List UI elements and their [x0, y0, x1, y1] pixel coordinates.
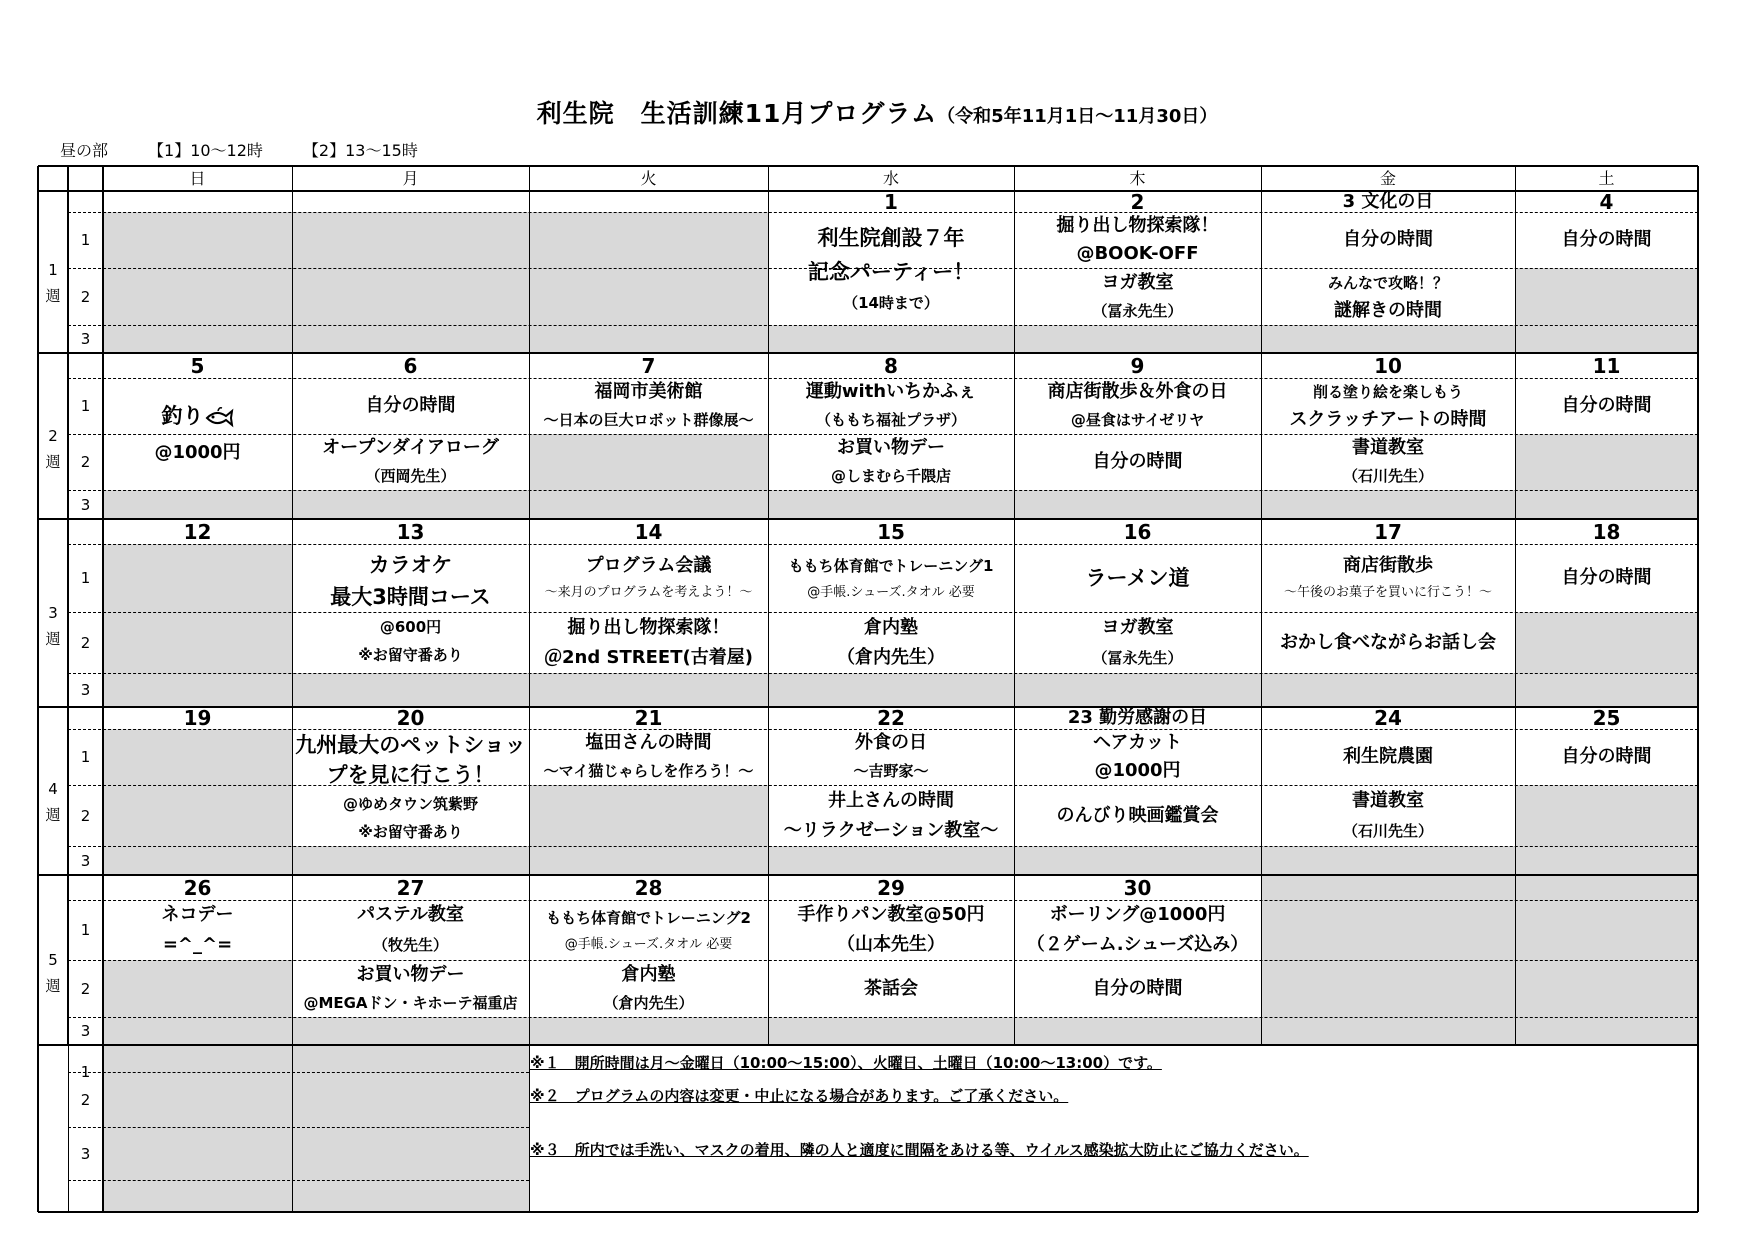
event-note: （ももち福祉プラザ） [815, 411, 966, 429]
week-label: 週 [45, 976, 61, 995]
period-line [68, 1127, 529, 1128]
period-line [68, 1180, 529, 1181]
event-title: ボーリング@1000円 [1049, 904, 1226, 925]
period-number: 2 [80, 633, 91, 652]
period-number: 1 [80, 231, 91, 249]
event-note: @MEGAドン・キホーテ福重店 [303, 993, 518, 1012]
event-title: 塩田さんの時間 [585, 732, 712, 753]
period-number: 1 [80, 921, 91, 939]
event-title: 掘り出し物探索隊！ [567, 616, 730, 638]
event-title: ヨガ教室 [1101, 271, 1174, 293]
event-title: 自分の時間 [1561, 746, 1652, 767]
weekday-header: 月 [402, 168, 419, 188]
weekday-header: 日 [189, 168, 206, 188]
event-title: お買い物デー [356, 963, 465, 985]
week-label: 週 [45, 629, 61, 648]
event-title: みんなで攻略！？ [1327, 273, 1448, 292]
day-number: 28 [634, 875, 663, 900]
event-note: ＠2nd STREET(古着屋) [544, 646, 753, 668]
event-note: ～来月のプログラムを考えよう！～ [544, 585, 753, 600]
event-title: ラーメン道 [1085, 566, 1190, 590]
day-number: 12 [183, 519, 212, 544]
event-note: （冨永先生） [1092, 301, 1183, 320]
event-note: @600円 [379, 617, 442, 636]
day-number: 2 [1130, 189, 1145, 214]
shaded-cell [1515, 785, 1698, 875]
event-note: @昼食はサイゼリヤ [1070, 411, 1205, 429]
event-title: パステル教室 [357, 904, 464, 925]
event-title: ネコデー [161, 904, 234, 925]
period-number: 3 [80, 495, 91, 514]
shaded-cell [292, 1017, 1261, 1045]
week-number: 4 [48, 780, 58, 798]
event-title: 記念パーティー！ [807, 259, 975, 284]
event-note: ～日本の巨大ロボット群像展～ [543, 411, 754, 429]
shaded-cell [529, 785, 768, 875]
day-number: 22 [877, 706, 905, 730]
event-title: 自分の時間 [1561, 567, 1652, 588]
event-note: ～午後のお菓子を買いに行こう！～ [1283, 585, 1492, 600]
period-number: 2 [80, 287, 91, 306]
event-title: 茶話会 [864, 977, 918, 999]
event-title: 九州最大のペットショッ [295, 732, 526, 757]
weekday-header: 土 [1598, 168, 1615, 188]
day-number: 11 [1592, 353, 1621, 378]
day-number: 24 [1374, 706, 1402, 730]
grid-line [1515, 166, 1516, 1045]
event-title: のんびり映画鑑賞会 [1056, 804, 1219, 826]
period-line [68, 673, 1698, 674]
fishing-icon [204, 406, 234, 428]
frame-left [37, 166, 39, 1212]
day-number: 17 [1374, 519, 1402, 544]
event-note: @1000円 [154, 442, 241, 463]
period-number: 2 [80, 979, 91, 998]
event-title: 利生院農園 [1343, 746, 1433, 767]
event-title: お買い物デー [837, 437, 945, 458]
shaded-cell [768, 325, 1515, 353]
week-number: 2 [48, 426, 58, 445]
frame-right [1697, 166, 1699, 1212]
day-number: 13 [396, 519, 425, 544]
time-slot-1: 【1】10～12時 [148, 141, 263, 160]
event-title: オープンダイアローグ [322, 437, 499, 458]
event-title: ももち体育館でトレーニング1 [788, 557, 994, 575]
event-title: 最大3時間コース [330, 584, 491, 609]
day-number: 18 [1592, 519, 1621, 544]
shaded-cell [292, 846, 1515, 875]
shaded-cell [103, 1045, 529, 1212]
shaded-cell [529, 434, 768, 519]
period-number: 2 [80, 453, 91, 471]
period-line [68, 846, 1698, 847]
day-number: 14 [634, 519, 663, 544]
shaded-cell [103, 960, 292, 1045]
event-note: @手帳.シューズ.タオル 必要 [807, 585, 975, 600]
period-number: 2 [80, 806, 91, 825]
period-number: 1 [80, 397, 91, 415]
event-note: @ゆめタウン筑紫野 [342, 794, 478, 813]
event-title: 自分の時間 [365, 395, 456, 416]
period-number: 3 [80, 1022, 91, 1040]
week-label: 週 [45, 286, 61, 305]
event-title: スクラッチアートの時間 [1289, 409, 1487, 430]
event-note: =^_^= [162, 934, 233, 955]
weekday-header: 金 [1379, 168, 1396, 188]
day-number: 29 [877, 875, 905, 900]
week-number: 3 [48, 603, 58, 622]
day-number: 10 [1374, 353, 1402, 378]
frame-bottom [38, 1211, 1698, 1213]
title-main: 利生院 生活訓練11月プログラム [536, 99, 938, 128]
period-number: 3 [80, 1144, 91, 1163]
event-title: 福岡市美術館 [594, 381, 703, 402]
event-title-text: 釣り [161, 404, 204, 428]
event-note: （石川先生） [1342, 467, 1433, 485]
event-title: 自分の時間 [1343, 229, 1433, 250]
day-number: 30 [1123, 875, 1152, 900]
shaded-cell [103, 544, 292, 707]
time-slot-2: 【2】13～15時 [302, 141, 418, 160]
day-number: 1 [884, 189, 898, 214]
event-note: （西岡先生） [365, 467, 456, 485]
event-title: プを見に行こう！ [326, 762, 495, 787]
day-number: 7 [641, 353, 656, 378]
period-line [68, 1017, 1698, 1018]
event-title: 外食の日 [855, 732, 927, 753]
event-title: 自分の時間 [1561, 395, 1652, 416]
footer-note: ※３ 所内では手洗い、マスクの着用、隣の人と適度に間隔をあける等、ウイルス感染拡大防止にご協力ください。 [530, 1141, 1309, 1159]
event-title: 謎解きの時間 [1334, 299, 1442, 321]
day-number: 15 [877, 519, 905, 544]
shaded-cell [1515, 268, 1698, 353]
event-title: 自分の時間 [1561, 229, 1652, 250]
event-note: （山本先生） [837, 934, 945, 955]
event-title: カラオケ [368, 552, 453, 577]
day-number: 23 勤労感謝の日 [1067, 707, 1208, 728]
time-label: 昼の部 [60, 141, 109, 160]
event-title [103, 400, 292, 432]
event-title: おかし食べながらお話し会 [1280, 631, 1496, 653]
event-note: ～吉野家～ [853, 762, 929, 780]
day-number: 27 [396, 875, 425, 900]
event-note: （牧先生） [372, 936, 448, 954]
week-label: 週 [45, 452, 61, 471]
event-note: （倉内先生） [603, 993, 694, 1012]
event-title: 自分の時間 [1092, 451, 1183, 472]
event-title: 書道教室 [1352, 789, 1424, 811]
event-title: 削る塗り絵を楽しもう [1312, 383, 1463, 401]
event-title: 商店街散歩＆外食の日 [1047, 381, 1228, 402]
week-label: 週 [45, 806, 61, 824]
period-number: 2 [80, 1090, 91, 1109]
weekday-header: 木 [1129, 168, 1146, 188]
period-number: 3 [80, 681, 91, 699]
event-title: 倉内塾 [864, 616, 918, 638]
title-sub: （令和5年11月1日～11月30日） [937, 106, 1218, 127]
day-number: 9 [1130, 353, 1145, 378]
event-title: 井上さんの時間 [828, 789, 954, 811]
period-line [68, 325, 1698, 326]
period-number: 1 [80, 1063, 91, 1081]
event-note: @しまむら千隈店 [830, 467, 951, 485]
shaded-cell [103, 729, 292, 875]
day-number: 20 [396, 706, 425, 730]
week-divider [38, 1044, 1698, 1046]
weekday-header: 水 [882, 168, 899, 188]
event-note: （２ゲーム.シューズ込み） [1026, 934, 1249, 955]
event-title: 自分の時間 [1092, 977, 1183, 999]
event-title: ヨガ教室 [1101, 616, 1174, 638]
event-note: ※お留守番あり [358, 645, 463, 664]
event-note: @BOOK-OFF [1076, 243, 1199, 264]
weekday-header: 火 [640, 168, 657, 188]
footer-note: ※１ 開所時間は月～金曜日（10:00～15:00）、火曜日、土曜日（10:00～13:00）です。 [530, 1054, 1162, 1072]
period-number: 3 [80, 330, 91, 348]
footer-note: ※２ プログラムの内容は変更・中止になる場合があります。ご了承ください。 [530, 1087, 1069, 1105]
event-note: （倉内先生） [837, 646, 945, 668]
day-number: 6 [403, 353, 418, 378]
week-number: 1 [48, 260, 58, 279]
period-number: 1 [80, 748, 91, 766]
day-number: 8 [884, 353, 898, 378]
shaded-cell [103, 212, 768, 353]
event-title: 掘り出し物探索隊！ [1056, 215, 1219, 236]
grid-line [292, 1045, 293, 1212]
shaded-cell [103, 490, 1515, 519]
event-title: ももち体育館でトレーニング2 [546, 909, 751, 927]
event-title: 利生院創設７年 [817, 225, 965, 250]
period-number: 1 [80, 569, 91, 587]
shaded-cell [1515, 612, 1698, 707]
week-number: 5 [48, 950, 58, 969]
event-note: @1000円 [1094, 760, 1181, 781]
period-line [68, 1072, 529, 1073]
event-title: プログラム会議 [585, 555, 712, 576]
period-line [68, 490, 1698, 491]
event-note: @手帳.シューズ.タオル 必要 [564, 937, 733, 952]
day-number: 26 [183, 875, 212, 900]
event-note: ※お留守番あり [358, 822, 463, 841]
day-number: 19 [183, 706, 212, 730]
event-note: ～マイ猫じゃらしを作ろう！～ [543, 762, 754, 780]
day-number: 5 [190, 353, 205, 378]
event-title: 運動withいちかふぇ [805, 381, 977, 402]
period-number: 3 [80, 851, 91, 870]
shaded-cell [1515, 434, 1698, 519]
event-title: 商店街散歩 [1343, 555, 1433, 576]
event-note: （石川先生） [1342, 821, 1433, 840]
event-note: （冨永先生） [1092, 648, 1183, 667]
event-title: 書道教室 [1352, 437, 1424, 458]
period-line [68, 544, 1698, 545]
day-number: 4 [1599, 189, 1614, 214]
event-title: ヘアカット [1092, 732, 1183, 753]
event-note: （14時まで） [843, 293, 939, 312]
day-number: 21 [634, 706, 663, 730]
day-number: 25 [1592, 706, 1621, 730]
event-title: 手作りパン教室@50円 [797, 904, 985, 925]
day-number: 16 [1123, 519, 1152, 544]
day-number: 3 文化の日 [1342, 190, 1434, 212]
event-title: 倉内塾 [621, 963, 676, 985]
event-note: ～リラクゼーション教室～ [783, 819, 999, 841]
shaded-cell [292, 673, 1515, 707]
